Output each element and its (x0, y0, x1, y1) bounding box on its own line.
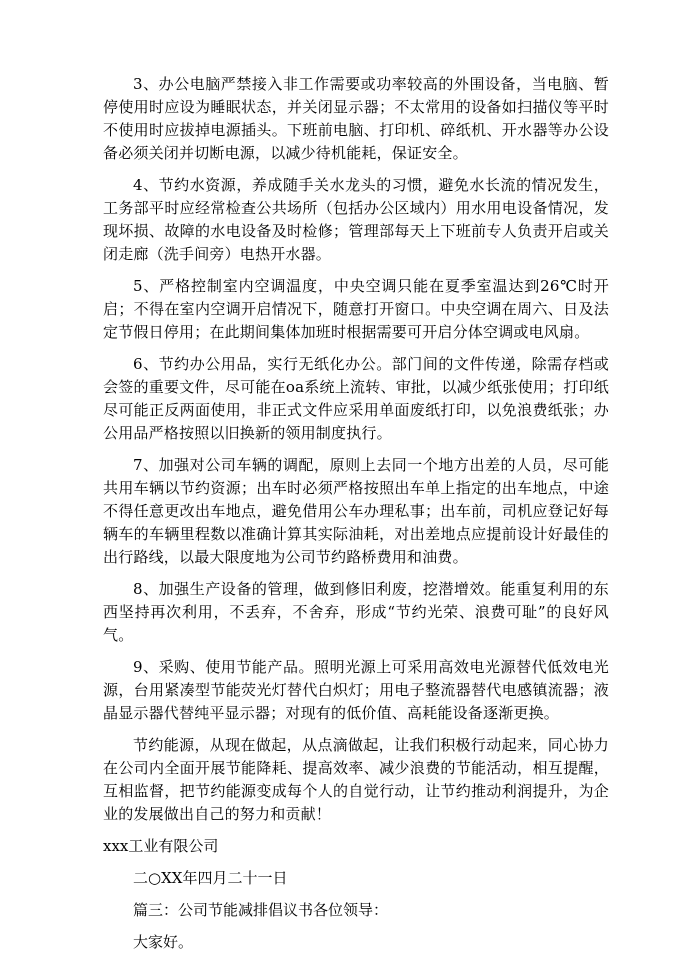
greeting-line: 大家好。 (133, 933, 194, 951)
paragraph-item-6: 6、节约办公用品，实行无纸化办公。部门间的文件传递，除需存档或会签的重要文件，尽可能在oa系统上流转、审批，以减少纸张使用；打印纸尽可能正反两面使用，非正式文件应采用单面废纸打印，以免浪费纸张；办公用品严格按照以旧换新的领用制度执行。 (103, 355, 609, 442)
paragraph-item-4: 4、节约水资源，养成随手关水龙头的习惯，避免水长流的情况发生，工务部平时应经常检查公共场所（包括办公区域内）用水用电设备情况，发现坏损、故障的水电设备及时检修；管理部每天上下班前专人负责开启或关闭走廊（洗手间旁）电热开水器。 (103, 176, 609, 263)
closing-paragraph: 节约能源，从现在做起，从点滴做起，让我们积极行动起来，同心协力在公司内全面开展节能降耗、提高效率、减少浪费的节能活动，相互提醒，互相监督，把节约能源变成每个人的自觉行动，让节约推动利润提升，为企业的发展做出自己的努力和贡献！ (103, 736, 609, 823)
paragraph-item-5: 5、严格控制室内空调温度，中央空调只能在夏季室温达到26℃时开启；不得在室内空调开启情况下，随意打开窗口。中央空调在周六、日及法定节假日停用；在此期间集体加班时根据需要可开启分体空调或电风扇。 (103, 277, 609, 341)
signature-date: 二○XX年四月二十一日 (133, 869, 288, 887)
paragraph-item-3: 3、办公电脑严禁接入非工作需要或功率较高的外围设备，当电脑、暂停使用时应设为睡眠状态，并关闭显示器；不太常用的设备如扫描仪等平时不使用时应拔掉电源插头。下班前电脑、打印机、碎纸机、开水器等办公设备必须关闭并切断电源，以减少待机能耗，保证安全。 (103, 75, 609, 162)
paragraph-item-8: 8、加强生产设备的管理，做到修旧利废，挖潜增效。能重复利用的东西坚持再次利用，不丢弃，不舍弃，形成“节约光荣、浪费可耻”的良好风气。 (103, 580, 609, 644)
paragraph-item-9: 9、采购、使用节能产品。照明光源上可采用高效电光源替代低效电光源，台用紧凑型节能荧光灯替代白炽灯；用电子整流器替代电感镇流器；液晶显示器代替纯平显示器；对现有的低价值、高耗能设备逐渐更换。 (103, 658, 609, 722)
document-body (103, 73, 609, 963)
signature-company: xxx工业有限公司 (103, 837, 219, 855)
paragraph-item-7: 7、加强对公司车辆的调配，原则上去同一个地方出差的人员，尽可能共用车辆以节约资源；出车时必须严格按照出车单上指定的出车地点，中途不得任意更改出车地点，避免借用公车办理私事；出车前，司机应登记好每辆车的车辆里程数以准确计算其实际油耗，对出差地点应提前设计好最佳的出行路线，以最大限度地为公司节约路桥费用和油费。 (103, 456, 609, 566)
next-section-heading: 篇三：公司节能减排倡议书各位领导： (133, 901, 389, 919)
